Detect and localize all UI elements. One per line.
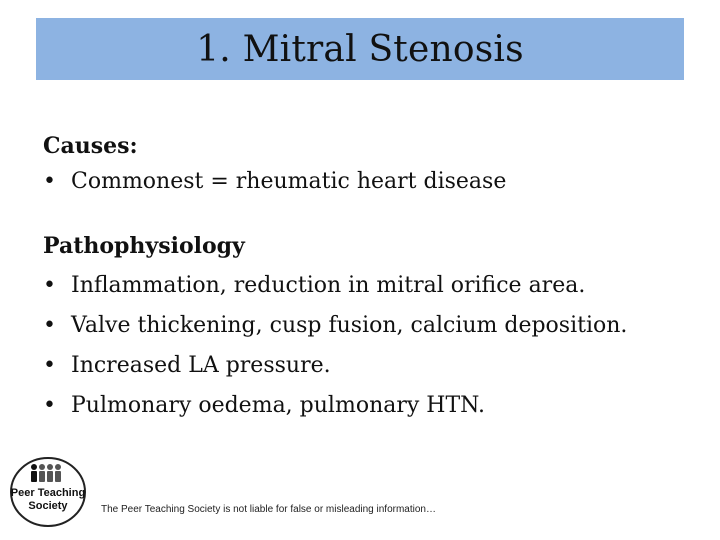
bullet-icon: • bbox=[43, 169, 56, 194]
logo-text-line1: Peer Teaching bbox=[10, 487, 86, 499]
logo-text-line2: Society bbox=[28, 500, 68, 512]
section-spacer bbox=[43, 202, 683, 226]
slide-content bbox=[43, 132, 683, 426]
bullet-icon: • bbox=[43, 393, 56, 418]
list-item bbox=[43, 162, 683, 202]
list-item bbox=[43, 266, 683, 306]
pathophysiology-item-text: Pulmonary oedema, pulmonary HTN. bbox=[71, 393, 485, 418]
pathophysiology-heading: Pathophysiology bbox=[43, 233, 245, 259]
list-item bbox=[43, 306, 683, 346]
causes-heading: Causes: bbox=[43, 133, 138, 159]
bullet-icon: • bbox=[43, 273, 56, 298]
pathophysiology-item-text: Valve thickening, cusp fusion, calcium deposition. bbox=[71, 313, 628, 338]
pathophysiology-item-text: Inflammation, reduction in mitral orifice area. bbox=[71, 273, 586, 298]
pathophysiology-item-text: Increased LA pressure. bbox=[71, 353, 331, 378]
title-banner bbox=[36, 18, 684, 80]
causes-item-text: Commonest = rheumatic heart disease bbox=[71, 169, 507, 194]
list-item bbox=[43, 346, 683, 386]
slide-title: 1. Mitral Stenosis bbox=[196, 28, 524, 70]
bullet-icon: • bbox=[43, 353, 56, 378]
causes-list bbox=[43, 162, 683, 202]
bullet-icon: • bbox=[43, 313, 56, 338]
list-item bbox=[43, 386, 683, 426]
peer-teaching-society-logo bbox=[8, 452, 90, 528]
pathophysiology-list bbox=[43, 266, 683, 426]
disclaimer-text: The Peer Teaching Society is not liable for false or misleading information… bbox=[101, 504, 436, 515]
